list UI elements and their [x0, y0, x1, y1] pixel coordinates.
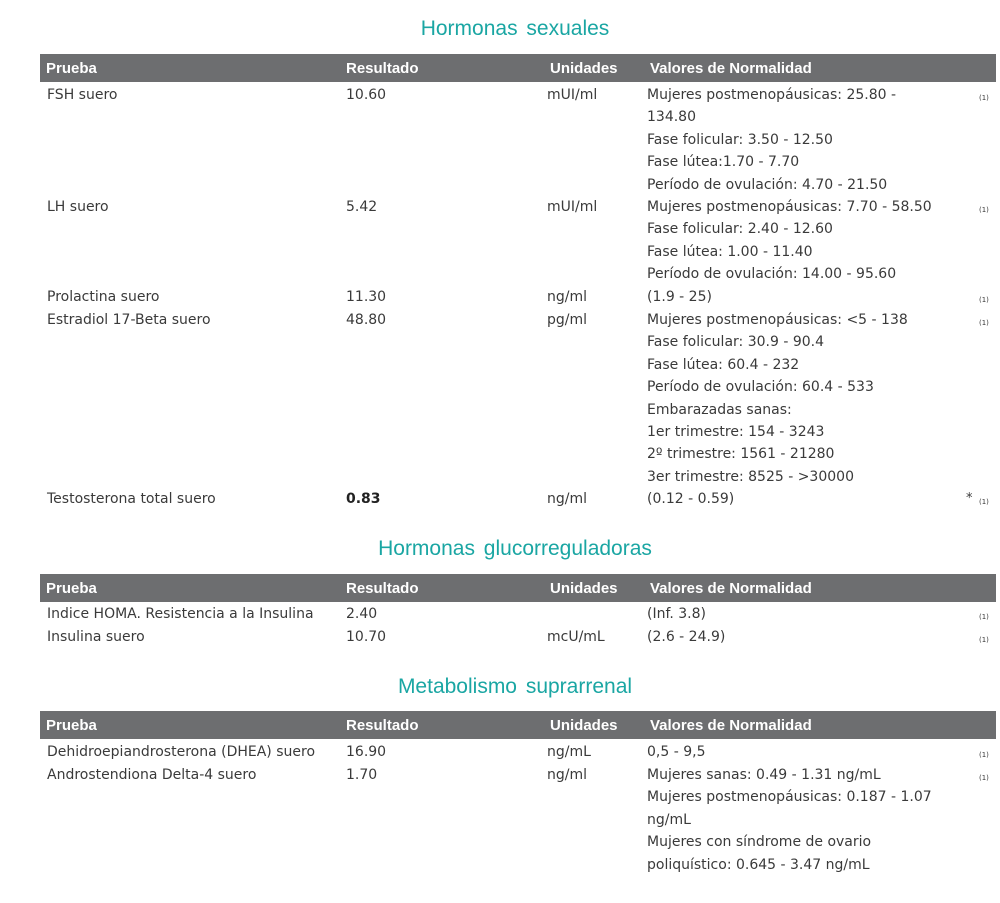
ref-line: 2º trimestre: 1561 - 21280: [647, 446, 835, 463]
ref-line: (2.6 - 24.9): [647, 629, 726, 645]
ref-line: 134.80: [647, 109, 696, 126]
ref-line: Mujeres postmenopáusicas: 25.80 -: [647, 87, 897, 103]
test-result: 16.90: [346, 744, 387, 760]
header-result: Resultado: [346, 717, 419, 734]
ref-line: 1er trimestre: 154 - 3243: [647, 424, 825, 441]
reference-values: [647, 309, 908, 488]
abnormal-flag: *: [966, 491, 973, 506]
test-unit: pg/ml: [547, 312, 588, 328]
test-unit: ng/mL: [547, 744, 591, 760]
test-result: 10.60: [346, 87, 387, 103]
footnote-marker: (1): [979, 498, 989, 506]
test-name: LH suero: [47, 199, 109, 215]
table-header: [40, 711, 996, 739]
ref-line: (0.12 - 0.59): [647, 491, 735, 507]
footnote-marker: (1): [979, 774, 989, 782]
header-unit: Unidades: [550, 580, 618, 597]
footnote-marker: (1): [979, 319, 989, 327]
reference-values: [647, 286, 712, 308]
test-result: 11.30: [346, 289, 387, 305]
test-result: 2.40: [346, 606, 378, 622]
test-unit: mUI/ml: [547, 87, 598, 103]
footnote-marker: (1): [979, 751, 989, 759]
section-title-hormonas-glucorreguladoras: Hormonas glucorreguladoras: [378, 537, 652, 560]
header-unit: Unidades: [550, 60, 618, 77]
test-unit: ng/ml: [547, 767, 588, 783]
test-unit: ng/ml: [547, 491, 588, 507]
ref-line: Período de ovulación: 60.4 - 533: [647, 379, 874, 396]
footnote-marker: (1): [979, 296, 989, 304]
ref-line: Período de ovulación: 4.70 - 21.50: [647, 176, 888, 193]
ref-line: 0,5 - 9,5: [647, 744, 706, 760]
ref-line: Fase lútea:1.70 - 7.70: [647, 154, 800, 171]
ref-line: Mujeres con síndrome de ovario: [647, 834, 872, 851]
ref-line: Mujeres postmenopáusicas: 7.70 - 58.50: [647, 199, 932, 215]
header-ref: Valores de Normalidad: [650, 60, 812, 77]
ref-line: Fase lútea: 60.4 - 232: [647, 356, 800, 373]
test-result: 5.42: [346, 199, 378, 215]
ref-line: Embarazadas sanas:: [647, 401, 792, 418]
ref-line: Fase folicular: 30.9 - 90.4: [647, 334, 824, 351]
header-test: Prueba: [46, 60, 97, 77]
test-name: Insulina suero: [47, 629, 145, 645]
test-name: FSH suero: [47, 87, 118, 103]
header-result: Resultado: [346, 580, 419, 597]
header-test: Prueba: [46, 580, 97, 597]
header-unit: Unidades: [550, 717, 618, 734]
reference-values: [647, 488, 734, 510]
ref-line: Fase folicular: 3.50 - 12.50: [647, 131, 833, 148]
test-result: 48.80: [346, 312, 387, 328]
test-unit: mcU/mL: [547, 629, 605, 645]
ref-line: ng/mL: [647, 811, 691, 828]
test-unit: ng/ml: [547, 289, 588, 305]
reference-values: [647, 741, 705, 763]
test-result: 10.70: [346, 629, 387, 645]
test-name: Indice HOMA. Resistencia a la Insulina: [47, 606, 314, 622]
section-title-hormonas-sexuales: Hormonas sexuales: [420, 17, 610, 40]
ref-line: Mujeres postmenopáusicas: 0.187 - 1.07: [647, 789, 932, 806]
header-test: Prueba: [46, 717, 97, 734]
ref-line: Período de ovulación: 14.00 - 95.60: [647, 266, 897, 283]
test-name: Estradiol 17-Beta suero: [47, 312, 211, 328]
ref-line: Fase folicular: 2.40 - 12.60: [647, 221, 833, 238]
header-ref: Valores de Normalidad: [650, 717, 812, 734]
test-name: Testosterona total suero: [47, 491, 216, 507]
test-result: 1.70: [346, 767, 378, 783]
ref-line: 3er trimestre: 8525 - >30000: [647, 468, 854, 485]
ref-line: (1.9 - 25): [647, 289, 712, 305]
footnote-marker: (1): [979, 613, 989, 621]
header-ref: Valores de Normalidad: [650, 580, 812, 597]
ref-line: Fase lútea: 1.00 - 11.40: [647, 243, 813, 260]
section-title-metabolismo-suprarrenal: Metabolismo suprarrenal: [397, 675, 633, 698]
ref-line: Mujeres postmenopáusicas: <5 - 138: [647, 312, 908, 328]
reference-values: [647, 626, 725, 648]
reference-values: [647, 196, 932, 286]
table-header: [40, 574, 996, 602]
reference-values: [647, 603, 706, 625]
ref-line: Mujeres sanas: 0.49 - 1.31 ng/mL: [647, 767, 881, 783]
test-name: Prolactina suero: [47, 289, 160, 305]
header-result: Resultado: [346, 60, 419, 77]
test-result-abnormal: 0.83: [346, 491, 381, 507]
test-name: Androstendiona Delta-4 suero: [47, 767, 257, 783]
table-header: [40, 54, 996, 82]
test-name: Dehidroepiandrosterona (DHEA) suero: [47, 744, 316, 760]
reference-values: [647, 84, 896, 196]
ref-line: (Inf. 3.8): [647, 606, 707, 622]
test-unit: mUI/ml: [547, 199, 598, 215]
footnote-marker: (1): [979, 94, 989, 102]
footnote-marker: (1): [979, 636, 989, 644]
footnote-marker: (1): [979, 206, 989, 214]
reference-values: [647, 764, 932, 876]
ref-line: poliquístico: 0.645 - 3.47 ng/mL: [647, 856, 870, 873]
